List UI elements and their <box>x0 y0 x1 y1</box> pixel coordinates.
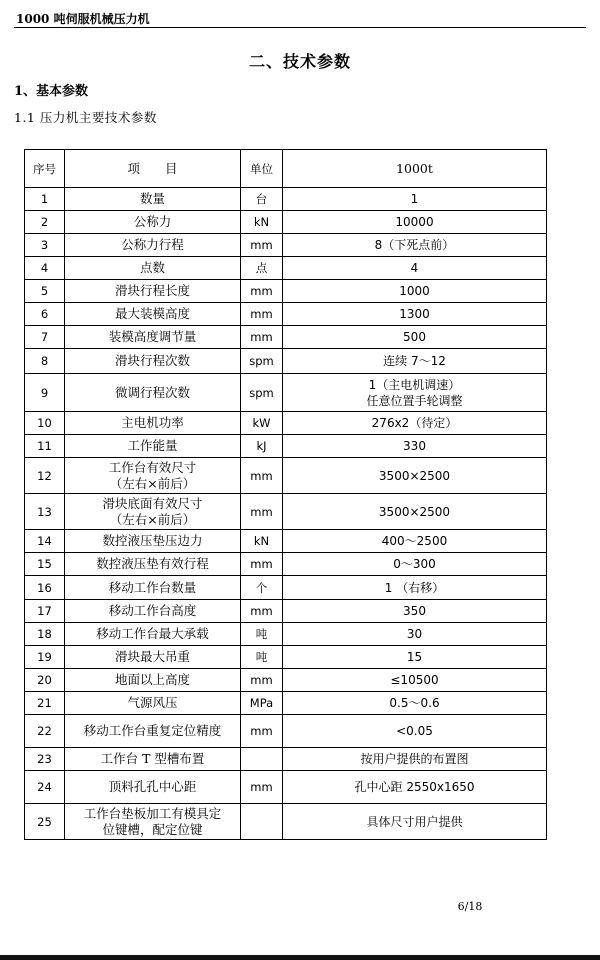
row-unit: mm <box>241 326 283 349</box>
row-item: 最大装模高度 <box>65 303 241 326</box>
row-unit: kW <box>241 412 283 435</box>
row-unit: mm <box>241 303 283 326</box>
row-index: 23 <box>25 748 65 771</box>
row-value: 10000 <box>283 211 547 234</box>
row-value: 4 <box>283 257 547 280</box>
table-row <box>25 804 547 840</box>
table-row <box>25 211 547 234</box>
table-row <box>25 748 547 771</box>
row-value: 500 <box>283 326 547 349</box>
row-value: 3500×2500 <box>283 494 547 530</box>
row-value: 按用户提供的布置图 <box>283 748 547 771</box>
row-unit: 吨 <box>241 646 283 669</box>
row-index: 19 <box>25 646 65 669</box>
col-header-unit: 单位 <box>241 150 283 188</box>
table-row <box>25 234 547 257</box>
row-index: 4 <box>25 257 65 280</box>
row-value: 400～2500 <box>283 530 547 553</box>
row-item: 顶料孔孔中心距 <box>65 771 241 804</box>
row-unit: mm <box>241 494 283 530</box>
row-unit: kN <box>241 211 283 234</box>
col-header-index: 序号 <box>25 150 65 188</box>
row-item: 滑块行程次数 <box>65 349 241 374</box>
row-item: 移动工作台最大承载 <box>65 623 241 646</box>
row-value: 孔中心距 2550x1650 <box>283 771 547 804</box>
table-row <box>25 494 547 530</box>
row-value: 8（下死点前） <box>283 234 547 257</box>
table-row <box>25 646 547 669</box>
row-index: 8 <box>25 349 65 374</box>
table-row <box>25 623 547 646</box>
row-value: 30 <box>283 623 547 646</box>
row-item: 工作台 T 型槽布置 <box>65 748 241 771</box>
table-row <box>25 669 547 692</box>
row-item: 数量 <box>65 188 241 211</box>
row-value: 1000 <box>283 280 547 303</box>
table-row <box>25 326 547 349</box>
row-index: 22 <box>25 715 65 748</box>
table-row <box>25 600 547 623</box>
row-unit: 台 <box>241 188 283 211</box>
page-number: 6/18 <box>457 900 483 913</box>
row-item: 微调行程次数 <box>65 374 241 412</box>
row-unit: mm <box>241 771 283 804</box>
row-index: 11 <box>25 435 65 458</box>
sub-heading: 1、基本参数 <box>14 84 89 99</box>
header-divider <box>14 27 586 28</box>
row-value: 1 （右移） <box>283 576 547 600</box>
table-row <box>25 412 547 435</box>
row-index: 3 <box>25 234 65 257</box>
row-value: 15 <box>283 646 547 669</box>
table-row <box>25 257 547 280</box>
row-index: 12 <box>25 458 65 494</box>
row-item: 地面以上高度 <box>65 669 241 692</box>
table-row <box>25 188 547 211</box>
table-row <box>25 530 547 553</box>
table-row <box>25 374 547 412</box>
table-row <box>25 303 547 326</box>
row-item: 气源风压 <box>65 692 241 715</box>
row-index: 20 <box>25 669 65 692</box>
scan-edge <box>0 955 600 960</box>
col-header-value: 1000t <box>283 150 547 188</box>
row-index: 24 <box>25 771 65 804</box>
row-value: 330 <box>283 435 547 458</box>
row-index: 9 <box>25 374 65 412</box>
row-unit: mm <box>241 234 283 257</box>
row-item: 工作台垫板加工有模具定 位键槽，配定位键 <box>65 804 241 840</box>
row-item: 数控液压垫压边力 <box>65 530 241 553</box>
row-unit: kN <box>241 530 283 553</box>
row-item: 移动工作台数量 <box>65 576 241 600</box>
col-header-item: 项 目 <box>65 150 241 188</box>
row-index: 15 <box>25 553 65 576</box>
row-value: 具体尺寸用户提供 <box>283 804 547 840</box>
table-row <box>25 458 547 494</box>
row-item: 工作台有效尺寸 （左右×前后） <box>65 458 241 494</box>
row-value: <0.05 <box>283 715 547 748</box>
row-item: 公称力 <box>65 211 241 234</box>
row-index: 18 <box>25 623 65 646</box>
row-unit: mm <box>241 280 283 303</box>
table-body <box>25 188 547 840</box>
table-row <box>25 553 547 576</box>
row-index: 25 <box>25 804 65 840</box>
table-row <box>25 715 547 748</box>
row-value: 连续 7～12 <box>283 349 547 374</box>
row-index: 21 <box>25 692 65 715</box>
row-unit: spm <box>241 349 283 374</box>
row-index: 17 <box>25 600 65 623</box>
row-unit <box>241 804 283 840</box>
row-value: 1300 <box>283 303 547 326</box>
row-item: 装模高度调节量 <box>65 326 241 349</box>
row-unit: kJ <box>241 435 283 458</box>
row-item: 移动工作台高度 <box>65 600 241 623</box>
sub-sub-heading: 1.1 压力机主要技术参数 <box>14 110 157 125</box>
row-index: 7 <box>25 326 65 349</box>
row-item: 滑块行程长度 <box>65 280 241 303</box>
row-index: 2 <box>25 211 65 234</box>
row-unit: mm <box>241 669 283 692</box>
row-value: 1（主电机调速） 任意位置手轮调整 <box>283 374 547 412</box>
row-unit: mm <box>241 458 283 494</box>
row-index: 5 <box>25 280 65 303</box>
row-unit: 个 <box>241 576 283 600</box>
row-value: 276x2（待定） <box>283 412 547 435</box>
row-value: 3500×2500 <box>283 458 547 494</box>
row-item: 工作能量 <box>65 435 241 458</box>
table-row <box>25 435 547 458</box>
row-unit: MPa <box>241 692 283 715</box>
row-index: 1 <box>25 188 65 211</box>
row-value: 350 <box>283 600 547 623</box>
table-row <box>25 692 547 715</box>
table-row <box>25 771 547 804</box>
row-index: 14 <box>25 530 65 553</box>
row-unit: spm <box>241 374 283 412</box>
row-value: 1 <box>283 188 547 211</box>
row-unit: mm <box>241 553 283 576</box>
table-row <box>25 349 547 374</box>
row-item: 数控液压垫有效行程 <box>65 553 241 576</box>
row-value: ≤10500 <box>283 669 547 692</box>
table-row <box>25 280 547 303</box>
row-value: 0～300 <box>283 553 547 576</box>
row-item: 滑块底面有效尺寸 （左右×前后） <box>65 494 241 530</box>
table-row <box>25 576 547 600</box>
row-value: 0.5～0.6 <box>283 692 547 715</box>
table-header-row <box>25 150 547 188</box>
row-item: 点数 <box>65 257 241 280</box>
row-index: 10 <box>25 412 65 435</box>
document-header: 1000 吨伺服机械压力机 <box>16 12 150 26</box>
row-index: 16 <box>25 576 65 600</box>
row-index: 13 <box>25 494 65 530</box>
section-title: 二、技术参数 <box>248 52 351 71</box>
row-unit: mm <box>241 600 283 623</box>
row-item: 滑块最大吊重 <box>65 646 241 669</box>
row-unit <box>241 748 283 771</box>
spec-table <box>24 149 547 840</box>
row-index: 6 <box>25 303 65 326</box>
row-item: 移动工作台重复定位精度 <box>65 715 241 748</box>
row-item: 主电机功率 <box>65 412 241 435</box>
row-unit: mm <box>241 715 283 748</box>
row-unit: 点 <box>241 257 283 280</box>
row-item: 公称力行程 <box>65 234 241 257</box>
row-unit: 吨 <box>241 623 283 646</box>
